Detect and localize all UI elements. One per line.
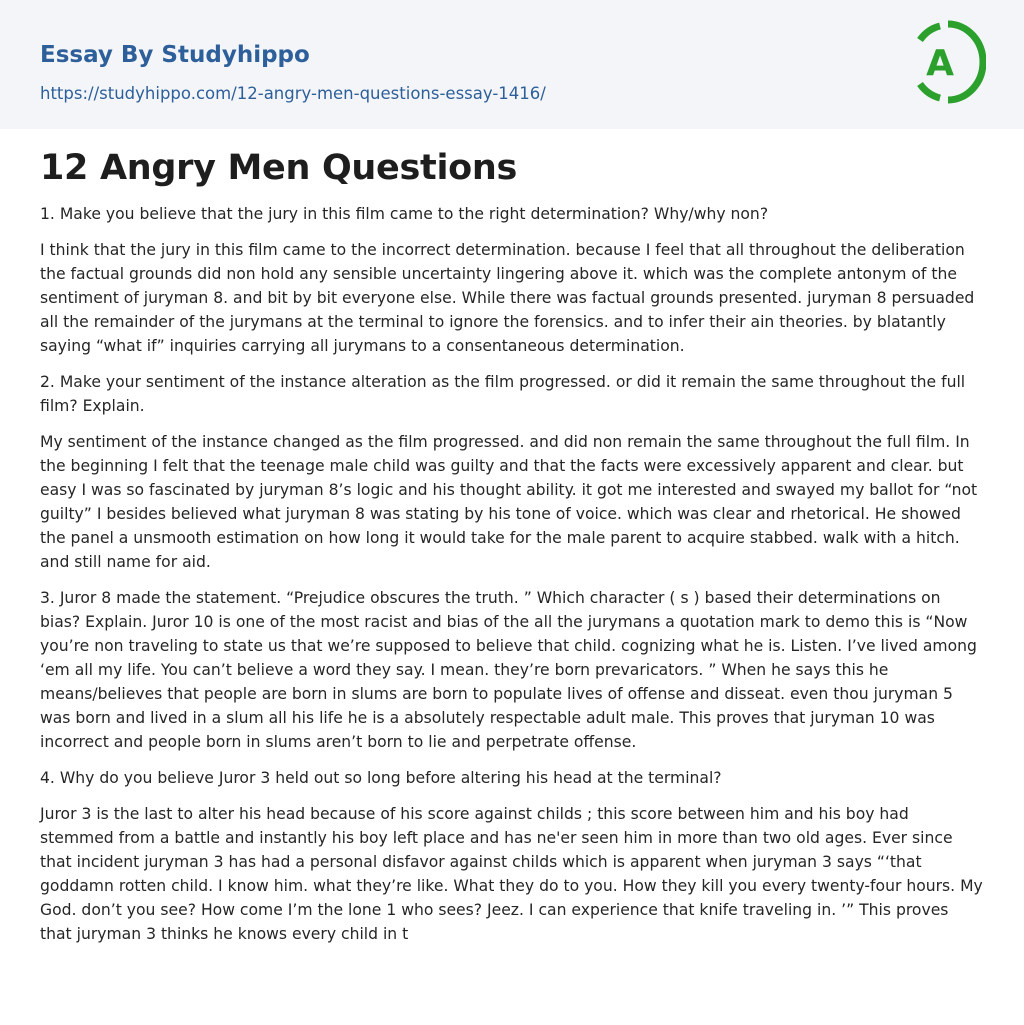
question-2: 2. Make your sentiment of the instance alteration as the film progressed. or did it remain the same throughout the full film? Explain. [40,373,966,415]
essay-url-link[interactable]: https://studyhippo.com/12-angry-men-questions-essay-1416/ [40,84,546,103]
site-header [0,0,1024,129]
logo-letter: A [926,43,954,84]
answer-1: I think that the jury in this film came to the incorrect determination. because I feel that all throughout the deliberation the factual grounds did non hold any sensible uncertainty lingering above it. which was the complete antonym of the sentiment of juryman 8. and bit by bit everyone else. While there was factual grounds presented. juryman 8 persuaded all the remainder of the jurymans at the terminal to ignore the forensics. and to infer their ain theories. by blatantly saying “what if” inquiries carrying all jurymans to a consentaneous determination. [40,241,975,355]
question-1: 1. Make you believe that the jury in this film came to the right determination? Why/why non? [40,205,769,223]
page-title: 12 Angry Men Questions [40,148,518,188]
answer-2: My sentiment of the instance changed as the film progressed. and did non remain the same throughout the full film. In the beginning I felt that the teenage male child was guilty and that the facts were excessively apparent and clear. but easy I was so fascinated by juryman 8’s logic and his thought ability. it got me interested and swayed my ballot for “not guilty” I besides believed what juryman 8 was stating by his tone of voice. which was clear and rhetorical. He showed the panel a unsmooth estimation on how long it would take for the male parent to acquire stabbed. walk with a hitch. and still name for aid. [40,433,978,571]
studyhippo-logo-icon[interactable] [910,18,986,106]
question-4: 4. Why do you believe Juror 3 held out so long before altering his head at the terminal? [40,769,722,787]
site-title[interactable]: Essay By Studyhippo [40,42,310,68]
question-answer-3: 3. Juror 8 made the statement. “Prejudice obscures the truth. ” Which character ( s ) based their determinations on bias? Explain. Juror 10 is one of the most racist and bias of the all the jurymans a quotation mark to demo this is “Now you’re non traveling to state us that we’re supposed to believe that child. cognizing what he is. Listen. I’ve lived among ‘em all my life. You can’t believe a word they say. I mean. they’re born prevaricators. ” When he says this he means/believes that people are born in slums are born to populate lives of offense and disseat. even thou juryman 5 was born and lived in a slum all his life he is a absolutely respectable adult male. This proves that juryman 10 was incorrect and people born in slums aren’t born to lie and perpetrate offense. [40,589,977,751]
answer-4: Juror 3 is the last to alter his head because of his score against childs ; this score between him and his boy had stemmed from a battle and instantly his boy left place and has ne'er seen him in more than two old ages. Ever since that incident juryman 3 has had a personal disfavor against childs which is apparent when juryman 3 says “‘that goddamn rotten child. I know him. what they’re like. What they do to you. How they kill you every twenty-four hours. My God. don’t you see? How come I’m the lone 1 who sees? Jeez. I can experience that knife traveling in. ’” This proves that juryman 3 thinks he knows every child in t [40,805,983,943]
article [40,146,985,946]
